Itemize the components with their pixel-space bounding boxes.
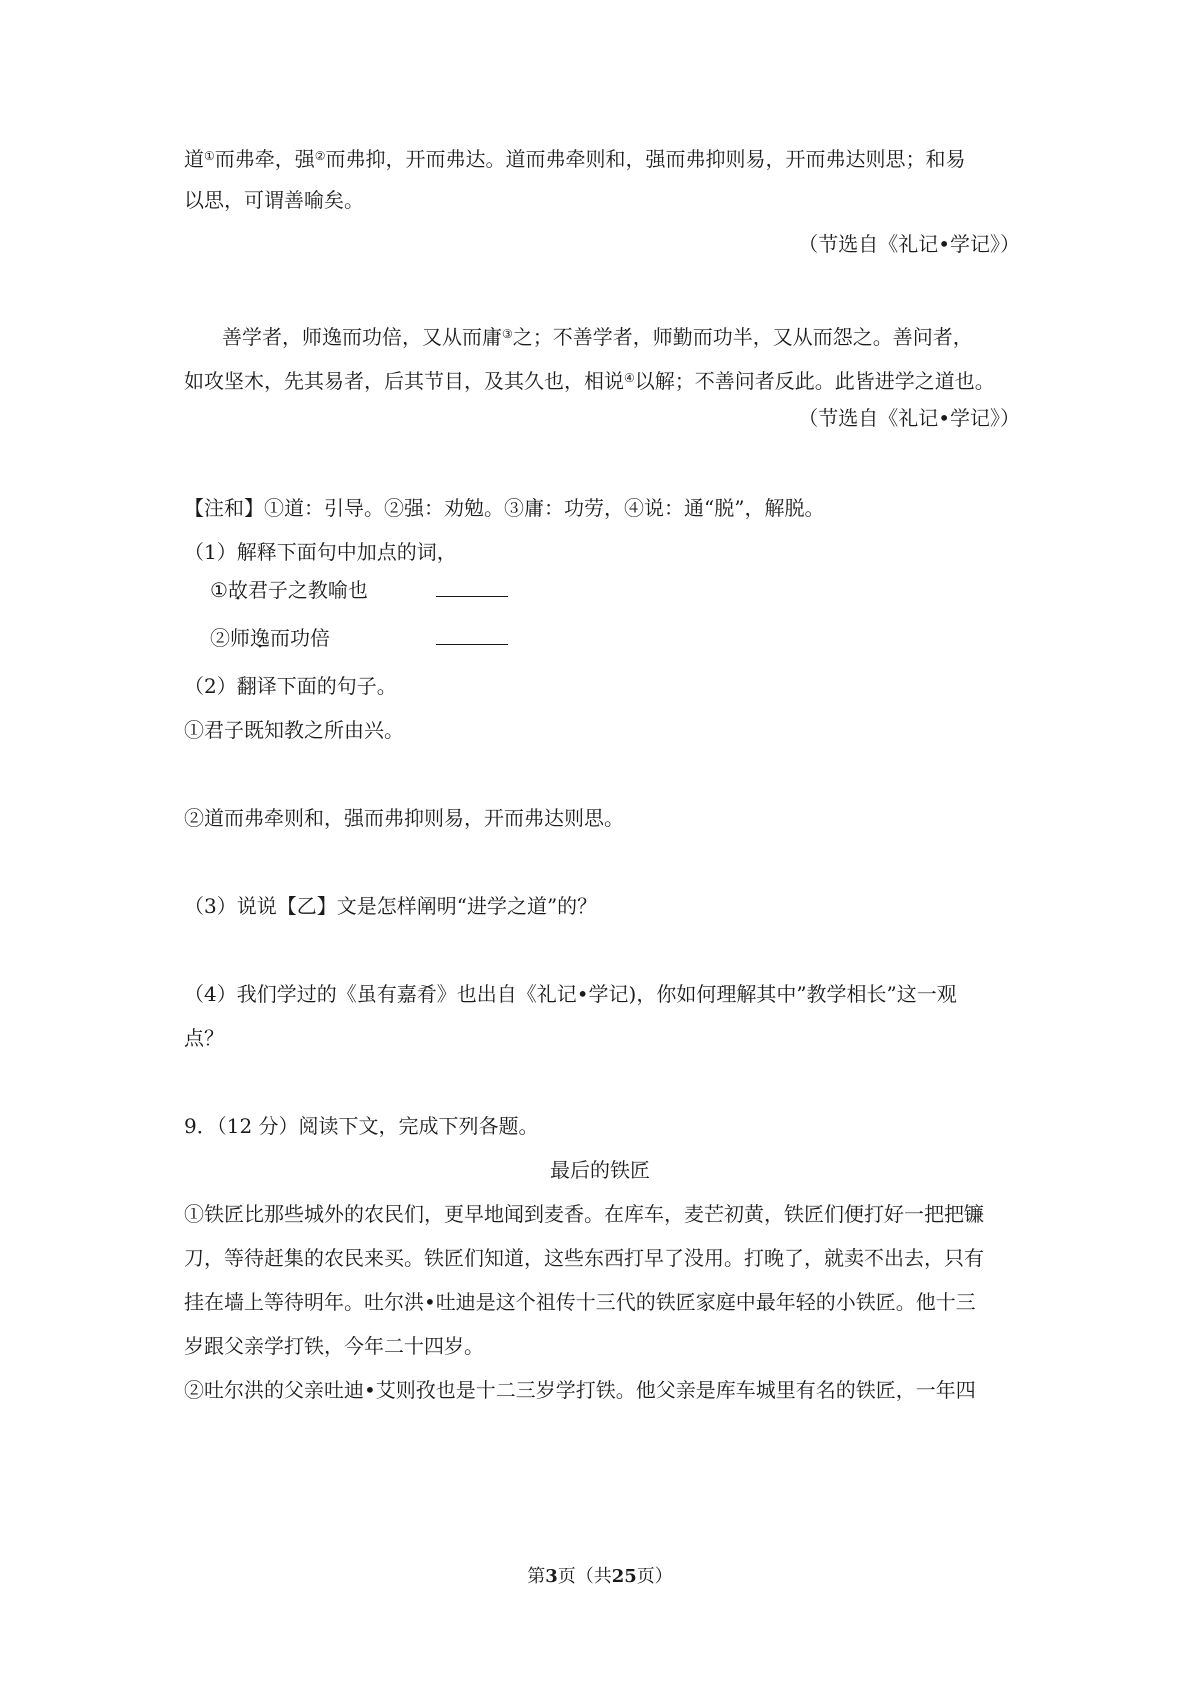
page-number: 3: [545, 1566, 558, 1587]
annotation-notes: 【注和】①道：引导。②强：劝勉。③庸：功劳，④说：通“脱”，解脱。: [184, 496, 825, 520]
passage-a-line-1: 道①而弗牵，强②而弗抑，开而弗达。道而弗牵则和，强而弗抑则易，开而弗达则思；和易: [184, 147, 966, 171]
page-footer: 第3页（共25页）: [527, 1566, 673, 1587]
question-2-item-b: ②道而弗牵则和，强而弗抑则易，开而弗达则思。: [184, 806, 624, 830]
footnote-marker-2: ②: [314, 149, 326, 163]
question-2-item-a: ①君子既知教之所由兴。: [184, 718, 404, 742]
answer-blank-2[interactable]: [436, 624, 508, 652]
question-3: （3）说说【乙】文是怎样阐明“进学之道”的？: [184, 894, 598, 918]
question-4-line-1: （4）我们学过的《虽有嘉肴》也出自《礼记•学记)，你如何理解其中”教学相长”这一观: [184, 982, 957, 1006]
question-2-title: （2）翻译下面的句子。: [184, 674, 397, 698]
passage-a-line-2: 以思，可谓善喻矣。: [184, 188, 364, 212]
article-paragraph-1-line-2: 刀，等待赶集的农民来买。铁匠们知道，这些东西打早了没用。打晚了，就卖不出去，只有: [184, 1246, 984, 1270]
passage-b-line-1: 善学者，师逸而功倍，又从而庸③之；不善学者，师勤而功半，又从而怨之。善问者，: [222, 325, 973, 349]
question-1-item-b: ②师逸而功倍: [210, 626, 330, 650]
footnote-marker-1: ①: [204, 149, 215, 163]
passage-a-source: （节选自《礼记•学记》）: [798, 232, 1020, 256]
article-paragraph-2-line-1: ②吐尔洪的父亲吐迪•艾则孜也是十二三岁学打铁。他父亲是库车城里有名的铁匠，一年四: [184, 1378, 976, 1402]
article-title: 最后的铁匠: [550, 1158, 650, 1182]
question-9-header: 9．（12 分）阅读下文，完成下列各题。: [184, 1114, 539, 1138]
dotted-character: 故: [227, 578, 248, 602]
question-1-item-a: ①故君子之教喻也: [210, 578, 368, 602]
passage-b-line-2: 如攻坚木，先其易者，后其节目，及其久也，相说④以解；不善问者反此。此皆进学之道也。: [184, 369, 995, 393]
footnote-marker-4: ④: [624, 371, 635, 385]
article-paragraph-1-line-4: 岁跟父亲学打铁，今年二十四岁。: [184, 1334, 484, 1358]
article-paragraph-1-line-3: 挂在墙上等待明年。吐尔洪•吐迪是这个祖传十三代的铁匠家庭中最年轻的小铁匠。他十三: [184, 1290, 976, 1314]
question-1-title: （1）解释下面句中加点的词，: [184, 540, 457, 564]
footnote-marker-3: ③: [502, 327, 513, 341]
passage-b-source: （节选自《礼记•学记》）: [798, 406, 1020, 430]
answer-blank-1[interactable]: [436, 576, 508, 604]
total-pages: 25: [611, 1566, 637, 1587]
dotted-character: 逸: [250, 626, 270, 650]
question-4-line-2: 点？: [184, 1026, 224, 1050]
article-paragraph-1-line-1: ①铁匠比那些城外的农民们，更早地闻到麦香。在库车，麦芒初黄，铁匠们便打好一把把镰: [184, 1202, 984, 1226]
